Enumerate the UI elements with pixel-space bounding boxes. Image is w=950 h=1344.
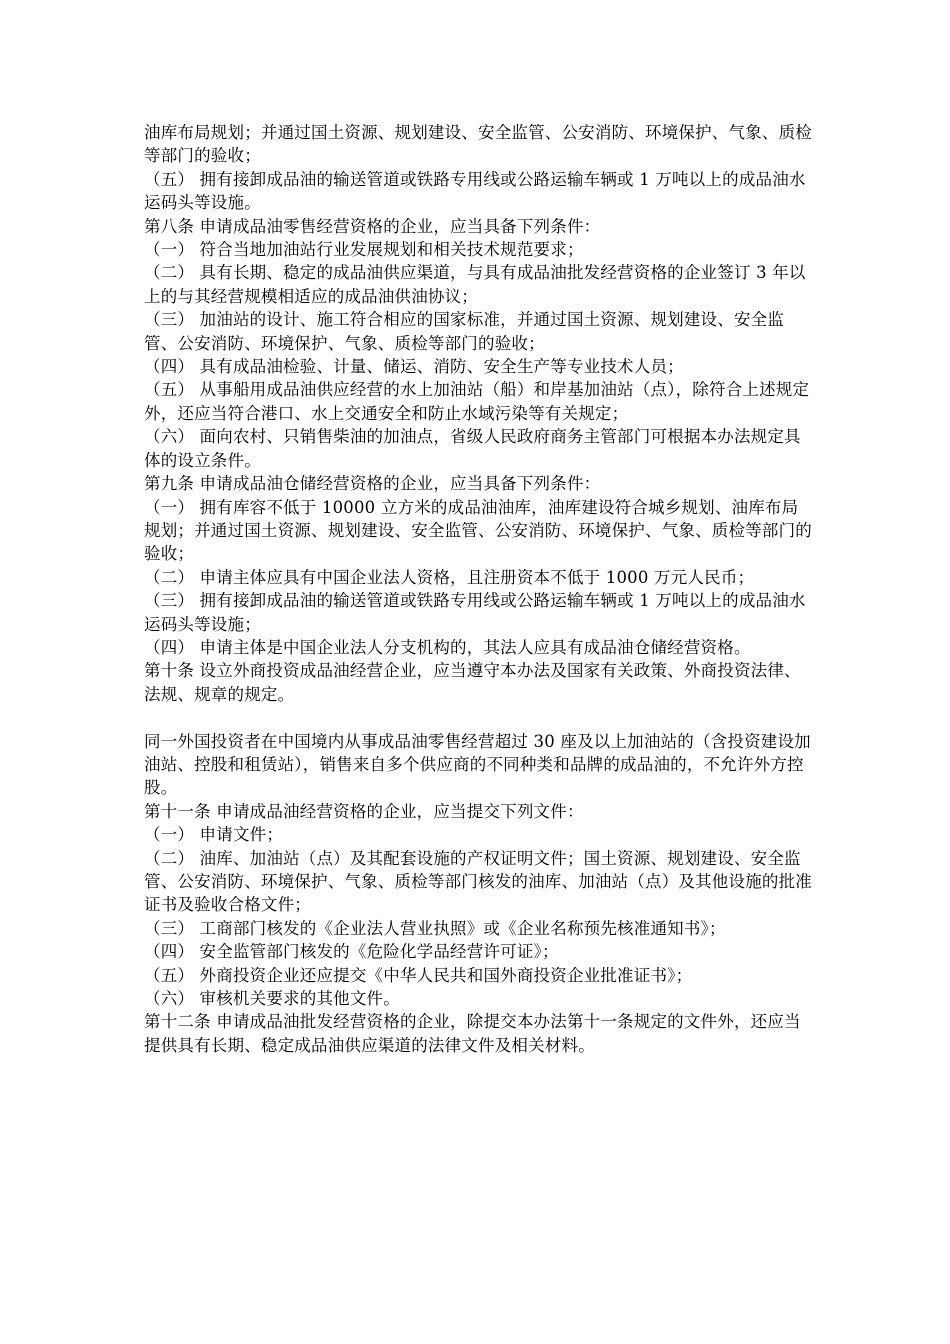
- blank-line: [144, 706, 814, 729]
- paragraph: （四） 具有成品油检验、计量、储运、消防、安全生产等专业技术人员；: [144, 357, 684, 377]
- article-heading: 第八条 申请成品油零售经营资格的企业，应当具备下列条件：: [144, 216, 601, 236]
- paragraph: （二） 油库、加油站（点）及其配套设施的产权证明文件；国土资源、规划建设、安全监管、公安消防、环境保护、气象、质检等部门核发的油库、加油站（点）及其他设施的批准证书及验收合格文件；: [144, 848, 812, 915]
- paragraph: （二） 申请主体应具有中国企业法人资格，且注册资本不低于 1000 万元人民币；: [144, 567, 755, 587]
- article-heading: 第十二条 申请成品油批发经营资格的企业，除提交本办法第十一条规定的文件外，还应当提供具有长期、稳定成品油供应渠道的法律文件及相关材料。: [144, 1012, 801, 1055]
- article-heading: 第九条 申请成品油仓储经营资格的企业，应当具备下列条件：: [144, 474, 601, 494]
- paragraph: （四） 申请主体是中国企业法人分支机构的，其法人应具有成品油仓储经营资格。: [144, 637, 751, 657]
- article-heading: 第十条 设立外商投资成品油经营企业，应当遵守本办法及国家有关政策、外商投资法律、法规、规章的规定。: [144, 661, 801, 704]
- paragraph: （一） 拥有库容不低于 10000 立方米的成品油油库，油库建设符合城乡规划、油库布局规划；并通过国土资源、规划建设、安全监管、公安消防、环境保护、气象、质检等部门的验收；: [144, 497, 812, 564]
- paragraph: （一） 符合当地加油站行业发展规划和相关技术规范要求；: [144, 240, 584, 260]
- paragraph: （六） 面向农村、只销售柴油的加油点，省级人民政府商务主管部门可根据本办法规定具体的设立条件。: [144, 427, 801, 470]
- paragraph: （三） 工商部门核发的《企业法人营业执照》或《企业名称预先核准通知书》；: [144, 918, 726, 938]
- document-body: [144, 121, 814, 1057]
- paragraph: 同一外国投资者在中国境内从事成品油零售经营超过 30 座及以上加油站的（含投资建设加油站、控股和租赁站），销售来自多个供应商的不同种类和品牌的成品油的，不允许外方控股。: [144, 731, 811, 798]
- paragraph: （五） 外商投资企业还应提交《中华人民共和国外商投资企业批准证书》；: [144, 965, 693, 985]
- paragraph: （二） 具有长期、稳定的成品油供应渠道，与具有成品油批发经营资格的企业签订 3 年以上的与其经营规模相适应的成品油供油协议；: [144, 263, 806, 306]
- paragraph: （六） 审核机关要求的其他文件。: [144, 989, 400, 1009]
- paragraph: （一） 申请文件；: [144, 825, 284, 845]
- paragraph: （三） 加油站的设计、施工符合相应的国家标准，并通过国土资源、规划建设、安全监管、公安消防、环境保护、气象、质检等部门的验收；: [144, 310, 785, 353]
- article-heading: 第十一条 申请成品油经营资格的企业，应当提交下列文件：: [144, 801, 584, 821]
- paragraph: （四） 安全监管部门核发的《危险化学品经营许可证》；: [144, 942, 559, 962]
- paragraph: 油库布局规划；并通过国土资源、规划建设、安全监管、公安消防、环境保护、气象、质检等部门的验收；: [144, 123, 812, 166]
- paragraph: （三） 拥有接卸成品油的输送管道或铁路专用线或公路运输车辆或 1 万吨以上的成品油水运码头等设施；: [144, 591, 806, 634]
- paragraph: （五） 从事船用成品油供应经营的水上加油站（船）和岸基加油站（点），除符合上述规定外，还应当符合港口、水上交通安全和防止水域污染等有关规定；: [144, 380, 810, 423]
- paragraph: （五） 拥有接卸成品油的输送管道或铁路专用线或公路运输车辆或 1 万吨以上的成品油水运码头等设施。: [144, 169, 806, 213]
